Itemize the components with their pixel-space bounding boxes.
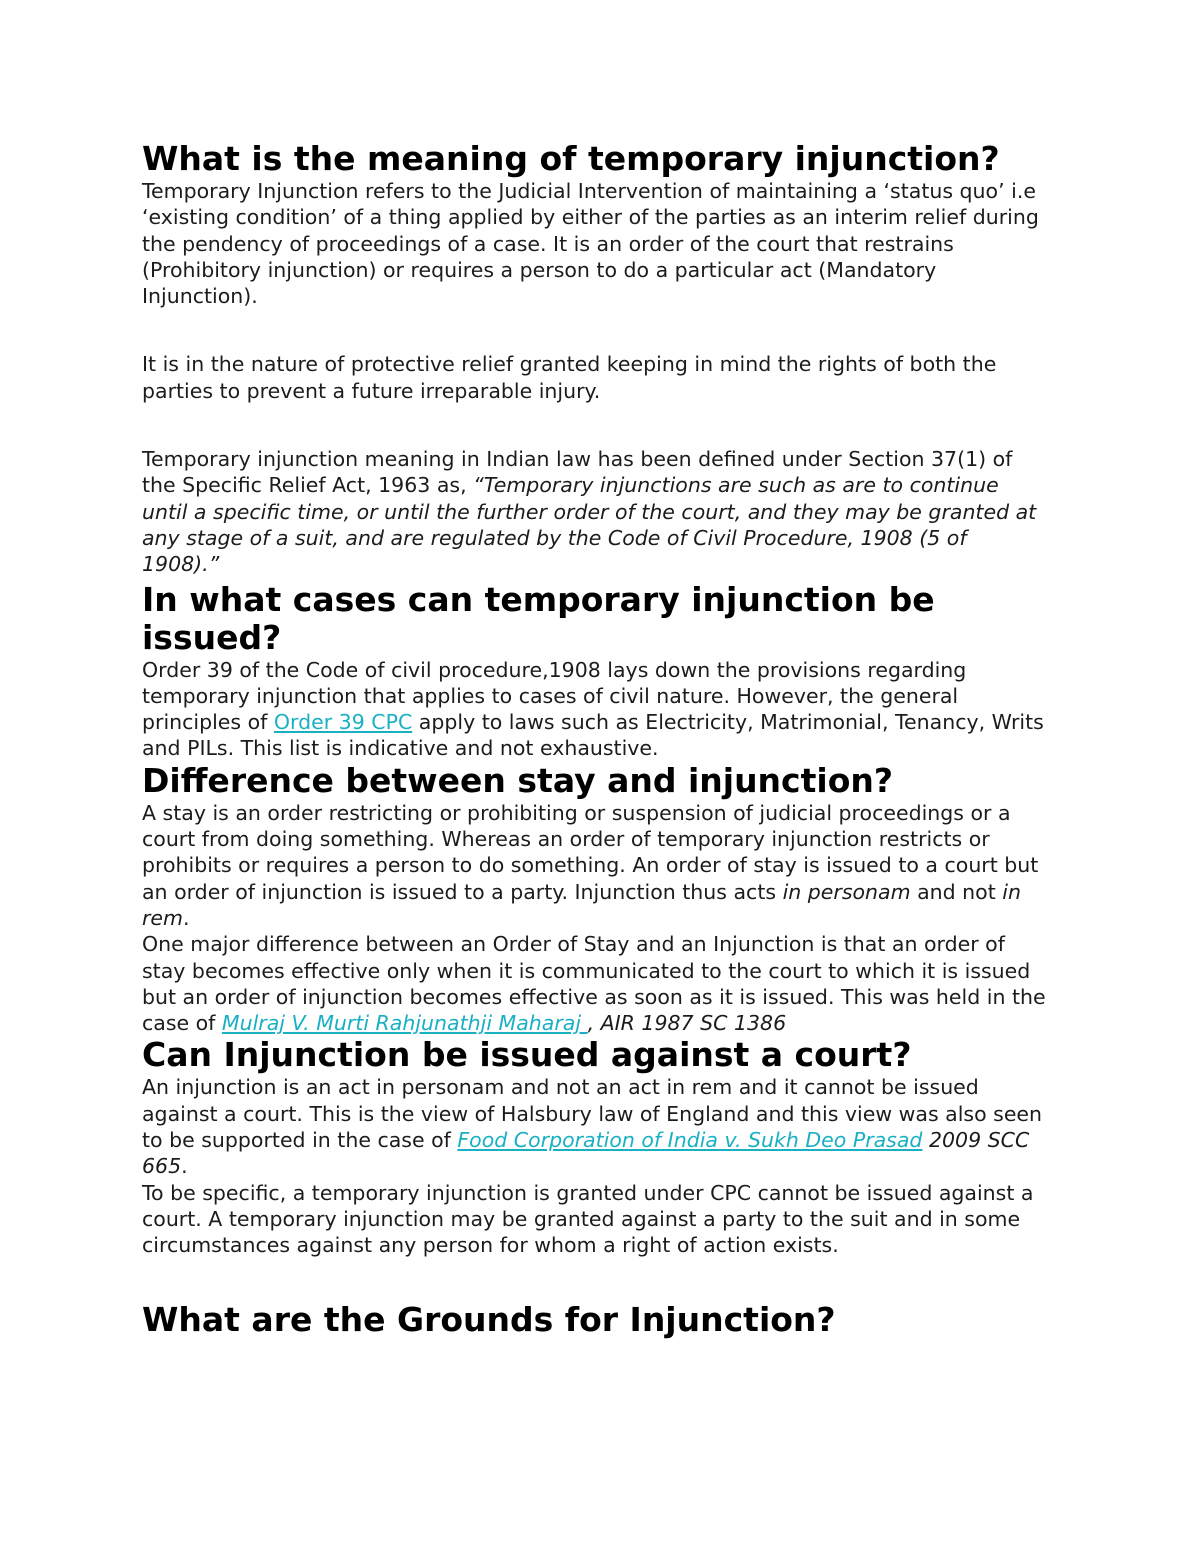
paragraph-meaning-definition: Temporary Injunction refers to the Judicial Intervention of maintaining a ‘status quo’ i.e ‘existing condition’ of a thing applied by either of the parties as an interim relief during the pendency of proceedings of a case. It is an order of the court that restrains (Prohibitory injunction) or requires a person to do a particular act (Mandatory Injunction). <box>142 179 1039 309</box>
paragraph-protective-relief: It is in the nature of protective relief granted keeping in mind the rights of both the parties to prevent a future irreparable injury. <box>142 352 997 403</box>
spacer <box>142 1259 1050 1301</box>
order-39-text-a: Order 39 of the Code of civil procedure,1908 lays down the provisions regarding temporary injunction that applies to cases of civil nature. However, the general principles of <box>142 657 967 735</box>
paragraph-halsbury <box>142 1074 1050 1179</box>
stay-text-a: A stay is an order restricting or prohibiting or suspension of judicial proceedings or a court from doing something. Whereas an order of temporary injunction restricts or prohibits or requires a person to do something. An order of stay is issued to a court but an order of injunction is issued to a party. Injunction thus acts <box>142 800 1039 904</box>
spacer <box>142 309 1050 351</box>
in-personam-text: in personam <box>782 879 911 904</box>
stay-text-mid: and not <box>910 879 1003 904</box>
paragraph-order-39 <box>142 657 1050 762</box>
section-37-lead: Temporary injunction meaning in Indian law has been defined under Section 37(1) of the Specific Relief Act, 1963 as, <box>142 447 1013 498</box>
spacer <box>142 404 1050 446</box>
heading-cases: In what cases can temporary injunction be issued? <box>142 579 935 657</box>
paragraph-stay-effective <box>142 931 1050 1036</box>
heading-meaning: What is the meaning of temporary injunction? <box>142 139 1000 178</box>
stay-text-end: . <box>183 905 190 930</box>
in-rem-text: in rem <box>142 879 1021 930</box>
heading-injunction-against-court: Can Injunction be issued against a court? <box>142 1035 912 1075</box>
food-corporation-citation: 2009 SCC 665 <box>142 1128 1030 1179</box>
halsbury-text-end: . <box>181 1154 188 1179</box>
paragraph-stay-definition <box>142 800 1050 931</box>
order-39-text-b: apply to laws such as Electricity, Matrimonial, Tenancy, Writs and PILs. This list is indicative and not exhaustive. <box>142 710 1044 761</box>
halsbury-text: An injunction is an act in personam and not an act in rem and it cannot be issued against a court. This is the view of Halsbury law of England and this view was also seen to be supported in the case of <box>142 1075 1043 1153</box>
mulraj-case-link[interactable]: Mulraj V. Murti Rahjunathji Maharaj <box>221 1011 588 1036</box>
heading-stay-vs-injunction: Difference between stay and injunction? <box>142 760 894 800</box>
paragraph-cpc-court: To be specific, a temporary injunction is granted under CPC cannot be issued against a court. A temporary injunction may be granted against a party to the suit and in some circumstances against any person for whom a right of action exists. <box>142 1180 1034 1258</box>
paragraph-section-37 <box>142 446 1050 577</box>
heading-grounds: What are the Grounds for Injunction? <box>142 1299 836 1339</box>
order-39-cpc-link[interactable]: Order 39 CPC <box>273 710 413 735</box>
section-37-quote: “Temporary injunctions are such as are to continue until a specific time, or until the further order of the court, and they may be granted at any stage of a suit, and are regulated by the Code of Civil Procedure, 1908 (5 of 1908).” <box>142 473 1037 577</box>
food-corporation-case-link[interactable]: Food Corporation of India v. Sukh Deo Prasad <box>457 1128 923 1153</box>
mulraj-citation: , AIR 1987 SC 1386 <box>587 1011 787 1036</box>
stay-effective-text: One major difference between an Order of Stay and an Injunction is that an order of stay becomes effective only when it is communicated to the court to which it is issued but an order of injunction becomes effective as soon as it is issued. This was held in the case of <box>142 932 1046 1036</box>
